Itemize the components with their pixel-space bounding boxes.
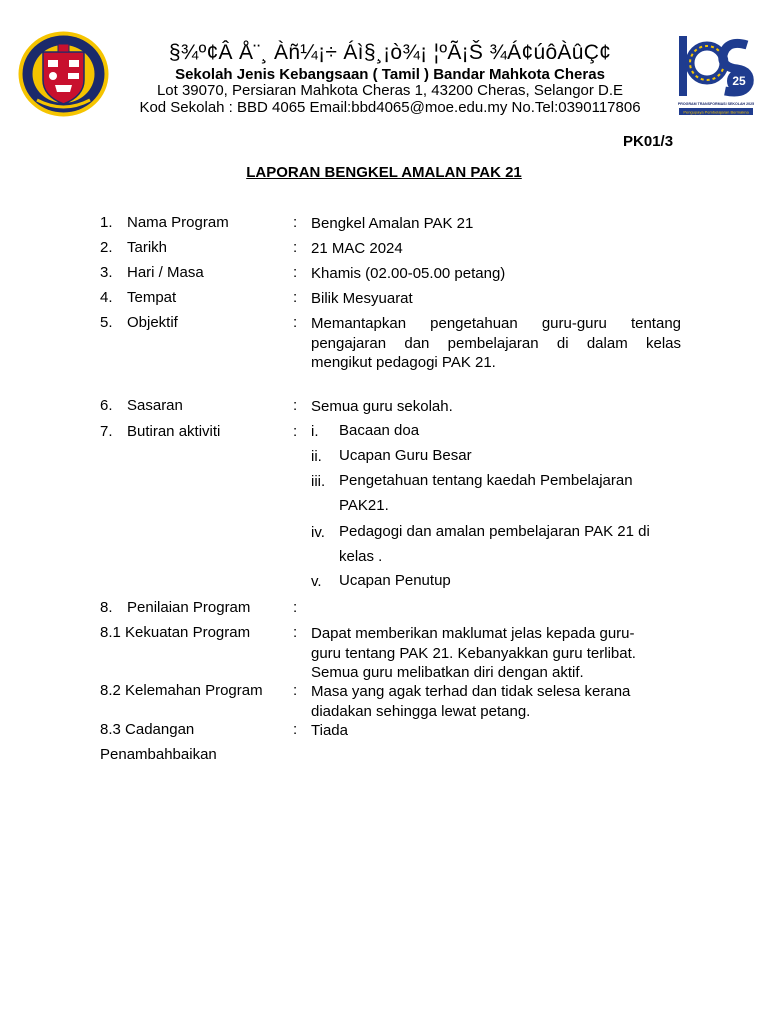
logo-caption-2: Pengupaya Pembelajaran Bermakna — [683, 109, 749, 115]
strength-label: 8.1 Kekuatan Program — [100, 624, 251, 641]
item-colon: : — [293, 314, 298, 331]
weakness-label: 8.2 Kelemahan Program — [100, 682, 263, 699]
reference-code: PK01/3 — [623, 133, 674, 150]
activity-number: iv. — [311, 524, 325, 541]
activity-number: v. — [311, 573, 322, 590]
item-number: 6. — [100, 397, 113, 414]
activity-number: ii. — [311, 448, 322, 465]
item-colon: : — [293, 214, 298, 231]
school-contact: Kod Sekolah : BBD 4065 Email:bbd4065@moe.edu.my No.Tel:0390117806 — [139, 99, 641, 116]
item-colon: : — [293, 239, 298, 256]
item-value: 21 MAC 2024 — [311, 240, 403, 257]
item-number: 7. — [100, 423, 113, 440]
item-number: 8. — [100, 599, 113, 616]
item-colon: : — [293, 624, 298, 641]
activity-text: Pengetahuan tentang kaedah Pembelajaran PAK21. — [339, 472, 633, 514]
value-line: Memantapkan pengetahuan guru-guru tentang — [311, 315, 681, 332]
suggestion-label: 8.3 Cadangan — [100, 721, 195, 738]
suggestion-text: Tiada — [311, 722, 348, 739]
logo-number: 25 — [732, 74, 746, 88]
school-transformation-logo — [677, 35, 755, 117]
strength-text: Dapat memberikan maklumat jelas kepada guru- guru tentang PAK 21. Kebanyakkan guru terlibat. Semua guru melibatkan diri dengan aktif. — [311, 625, 636, 681]
item-label: Sasaran — [127, 397, 183, 414]
item-colon: : — [293, 289, 298, 306]
item-label: Butiran aktiviti — [127, 423, 221, 440]
activity-text: Bacaan doa — [339, 422, 420, 439]
item-label: Hari / Masa — [127, 264, 204, 281]
item-number: 1. — [100, 214, 113, 231]
item-colon: : — [293, 682, 298, 699]
report-title: LAPORAN BENGKEL AMALAN PAK 21 — [246, 164, 522, 181]
suggestion-label-cont: Penambahbaikan — [100, 746, 217, 763]
item-number: 5. — [100, 314, 113, 331]
item-value: Semua guru sekolah. — [311, 398, 453, 415]
item-colon: : — [293, 423, 298, 440]
item-value: Khamis (02.00-05.00 petang) — [311, 265, 506, 282]
value-line: mengikut pedagogi PAK 21. — [311, 354, 496, 371]
item-value — [311, 314, 681, 373]
weakness-text: Masa yang agak terhad dan tidak selesa kerana diadakan sehingga lewat petang. — [311, 683, 631, 720]
activity-number: iii. — [311, 473, 326, 490]
item-value: Bengkel Amalan PAK 21 — [311, 215, 474, 232]
activity-text: Ucapan Guru Besar — [339, 447, 472, 464]
school-name: Sekolah Jenis Kebangsaan ( Tamil ) Bandar Mahkota Cheras — [175, 66, 605, 83]
item-label: Penilaian Program — [127, 599, 251, 616]
activity-number: i. — [311, 423, 319, 440]
item-label: Tarikh — [127, 239, 168, 256]
item-colon: : — [293, 599, 298, 616]
item-number: 4. — [100, 289, 113, 306]
school-name-tamil: §¾º¢Â Å¨¸ Àñ¼¡÷ Áì§¸¡ò¾¡ ¦ºÃ¡Š ¾Á¢úôÀûÇ¢ — [168, 41, 612, 64]
item-colon: : — [293, 397, 298, 414]
item-colon: : — [293, 264, 298, 281]
item-label: Nama Program — [127, 214, 229, 231]
item-label: Objektif — [127, 314, 178, 331]
activity-text: Ucapan Penutup — [339, 572, 451, 589]
school-address: Lot 39070, Persiaran Mahkota Cheras 1, 43200 Cheras, Selangor D.E — [156, 82, 624, 99]
item-colon: : — [293, 721, 298, 738]
activity-text: Pedagogi dan amalan pembelajaran PAK 21 di kelas . — [339, 523, 650, 565]
logo-caption-1: PROGRAM TRANSFORMASI SEKOLAH 2025 — [677, 102, 755, 106]
item-number: 2. — [100, 239, 113, 256]
item-label: Tempat — [127, 289, 177, 306]
school-crest-logo — [17, 30, 110, 118]
value-line: pengajaran dan pembelajaran di dalam kelas — [311, 334, 681, 352]
item-value: Bilik Mesyuarat — [311, 290, 413, 307]
item-number: 3. — [100, 264, 113, 281]
